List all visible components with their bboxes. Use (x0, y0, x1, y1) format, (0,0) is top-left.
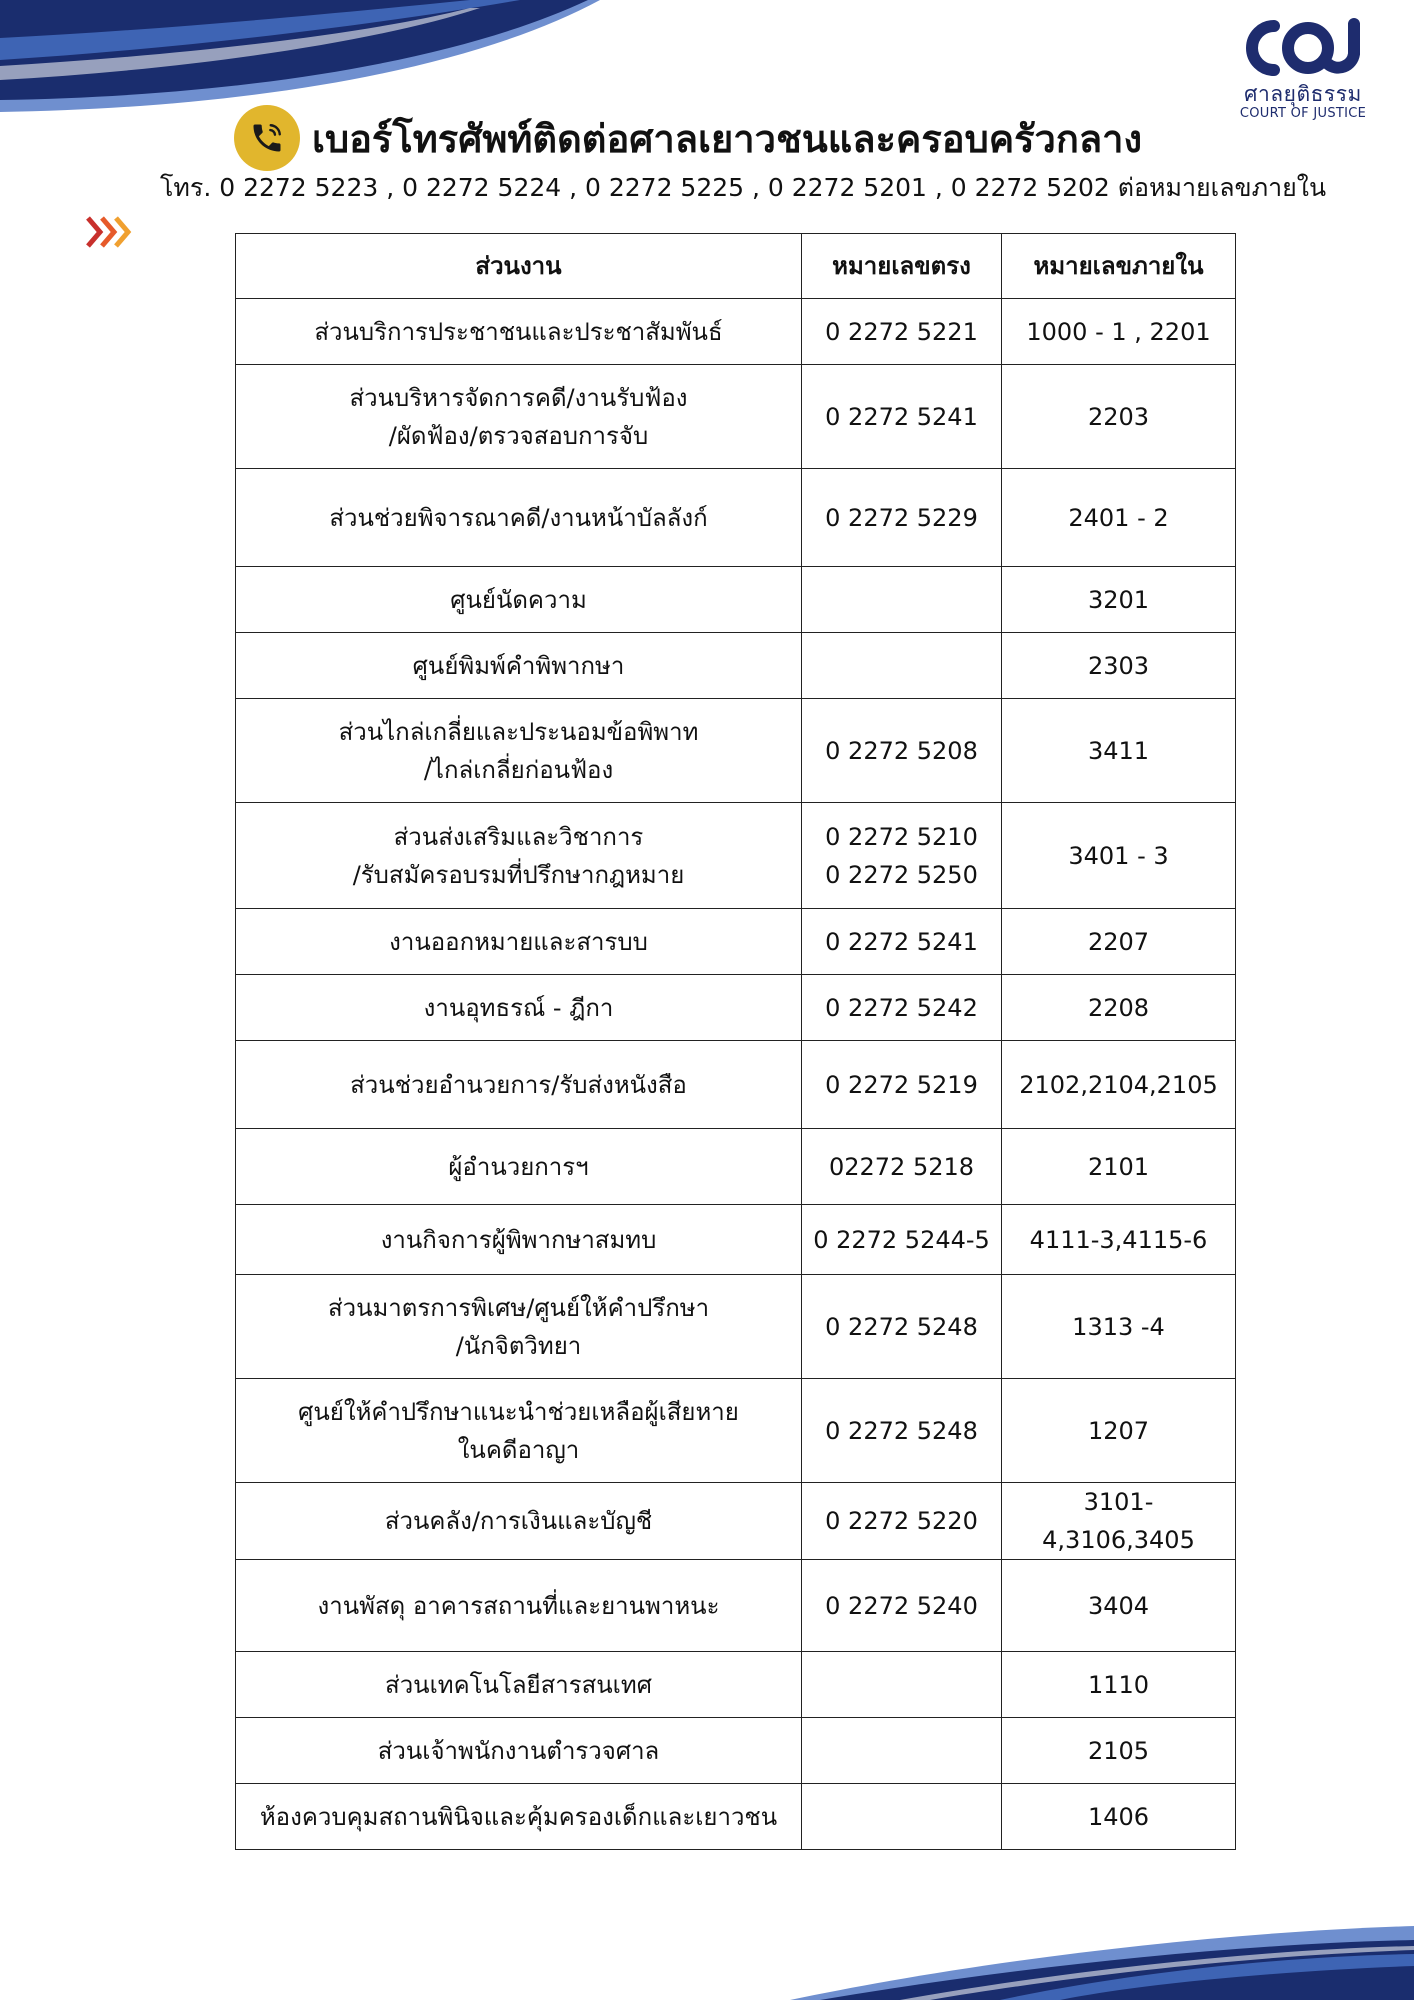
table-header-row (236, 234, 1236, 299)
table-row (236, 1379, 1236, 1483)
unit-cell (236, 633, 802, 699)
direct-number-cell (802, 365, 1002, 469)
table-row (236, 1275, 1236, 1379)
unit-cell (236, 909, 802, 975)
unit-cell (236, 299, 802, 365)
header-direct-number: หมายเลขตรง (802, 234, 1002, 299)
chevron-arrows-icon (86, 214, 146, 250)
direct-number: 0 2272 5229 (825, 503, 978, 532)
table-row (236, 633, 1236, 699)
extension-number: 2102,2104,2105 (1002, 1041, 1236, 1129)
table-row (236, 1652, 1236, 1718)
unit-name: ส่วนไกล่เกลี่ยและประนอมข้อพิพาท (338, 717, 699, 746)
table-row (236, 975, 1236, 1041)
extension-number: 1313 -4 (1002, 1275, 1236, 1379)
extension-number: 3404 (1002, 1560, 1236, 1652)
unit-name: งานอุทธรณ์ - ฎีกา (423, 993, 614, 1022)
unit-cell (236, 1560, 802, 1652)
table-row (236, 909, 1236, 975)
extension-number: 3401 - 3 (1002, 803, 1236, 909)
direct-number: 0 2272 5242 (825, 993, 978, 1022)
direct-number-cell (802, 1379, 1002, 1483)
extension-number: 2101 (1002, 1129, 1236, 1205)
unit-name: งานออกหมายและสารบบ (389, 927, 648, 956)
unit-cell (236, 1205, 802, 1275)
extension-number: 1000 - 1 , 2201 (1002, 299, 1236, 365)
direct-number-cell (802, 1784, 1002, 1850)
table-row (236, 1041, 1236, 1129)
unit-name: ส่วนช่วยพิจารณาคดี/งานหน้าบัลลังก์ (329, 503, 708, 532)
unit-name: ส่วนบริหารจัดการคดี/งานรับฟ้อง (349, 383, 688, 412)
unit-name: งานกิจการผู้พิพากษาสมทบ (380, 1225, 657, 1254)
unit-name: ผู้อำนวยการฯ (448, 1152, 589, 1181)
direct-number-cell (802, 469, 1002, 567)
table-row (236, 299, 1236, 365)
extension-number: 2203 (1002, 365, 1236, 469)
unit-name: ส่วนบริการประชาชนและประชาสัมพันธ์ (314, 317, 723, 346)
direct-number: 0 2272 5250 (825, 860, 978, 889)
table-row (236, 1560, 1236, 1652)
extension-number: 3201 (1002, 567, 1236, 633)
direct-number: 0 2272 5248 (825, 1416, 978, 1445)
direct-number-cell (802, 975, 1002, 1041)
direct-number: 0 2272 5244-5 (813, 1225, 990, 1254)
direct-number-cell (802, 633, 1002, 699)
unit-cell (236, 469, 802, 567)
direct-number: 0 2272 5221 (825, 317, 978, 346)
logo-thai-text: ศาลยุติธรรม (1244, 82, 1362, 106)
phone-icon (249, 120, 285, 156)
unit-name: ห้องควบคุมสถานพินิจและคุ้มครองเด็กและเยาวชน (259, 1802, 778, 1831)
unit-name: /รับสมัครอบรมที่ปรึกษากฎหมาย (352, 860, 685, 889)
coj-logo (1228, 18, 1378, 128)
unit-name: /นักจิตวิทยา (455, 1331, 582, 1360)
main-phone-numbers: โทร. 0 2272 5223 , 0 2272 5224 , 0 2272 5225 , 0 2272 5201 , 0 2272 5202 ต่อหมายเลขภายใน (160, 173, 1327, 202)
table-row (236, 699, 1236, 803)
direct-number-cell (802, 1205, 1002, 1275)
header-unit: ส่วนงาน (236, 234, 802, 299)
unit-cell (236, 1129, 802, 1205)
table-row (236, 1784, 1236, 1850)
unit-name: ศูนย์พิมพ์คำพิพากษา (412, 651, 625, 680)
page-title: เบอร์โทรศัพท์ติดต่อศาลเยาวชนและครอบครัวกลาง (312, 116, 1143, 161)
unit-name: ส่วนเจ้าพนักงานตำรวจศาล (377, 1736, 660, 1765)
table-row (236, 803, 1236, 909)
unit-cell (236, 1652, 802, 1718)
extension-number: 1406 (1002, 1784, 1236, 1850)
unit-name: ส่วนเทคโนโลยีสารสนเทศ (385, 1670, 652, 1699)
extension-number: 2207 (1002, 909, 1236, 975)
unit-name: ส่วนมาตรการพิเศษ/ศูนย์ให้คำปรึกษา (327, 1293, 710, 1322)
table-row (236, 1205, 1236, 1275)
direct-number-cell (802, 1483, 1002, 1560)
unit-name: /ไกล่เกลี่ยก่อนฟ้อง (423, 755, 614, 784)
phone-directory-table (235, 233, 1236, 1850)
direct-number: 0 2272 5208 (825, 736, 978, 765)
table-row (236, 567, 1236, 633)
unit-name: ในคดีอาญา (457, 1435, 580, 1464)
direct-number: 0 2272 5241 (825, 927, 978, 956)
phone-badge (234, 105, 300, 171)
unit-name: ส่วนช่วยอำนวยการ/รับส่งหนังสือ (350, 1070, 687, 1099)
extension-number: 3411 (1002, 699, 1236, 803)
unit-cell (236, 567, 802, 633)
direct-number-cell (802, 1129, 1002, 1205)
direct-number: 0 2272 5248 (825, 1312, 978, 1341)
unit-cell (236, 1379, 802, 1483)
direct-number-cell (802, 699, 1002, 803)
direct-number-cell (802, 1718, 1002, 1784)
extension-number: 4111-3,4115-6 (1002, 1205, 1236, 1275)
direct-number-cell (802, 803, 1002, 909)
coj-logo-mark-icon (1232, 18, 1372, 78)
direct-number-cell (802, 567, 1002, 633)
table-row (236, 469, 1236, 567)
extension-number: 2401 - 2 (1002, 469, 1236, 567)
table-row (236, 1483, 1236, 1560)
direct-number-cell (802, 1275, 1002, 1379)
direct-number: 0 2272 5219 (825, 1070, 978, 1099)
direct-number-cell (802, 299, 1002, 365)
table-row (236, 1718, 1236, 1784)
extension-number: 3101-4,3106,3405 (1002, 1483, 1236, 1560)
unit-cell (236, 1784, 802, 1850)
extension-number: 2208 (1002, 975, 1236, 1041)
unit-cell (236, 975, 802, 1041)
unit-name: /ผัดฟ้อง/ตรวจสอบการจับ (388, 421, 649, 450)
table-row (236, 365, 1236, 469)
unit-name: ส่วนส่งเสริมและวิชาการ (393, 822, 644, 851)
direct-number: 0 2272 5240 (825, 1591, 978, 1620)
unit-cell (236, 1041, 802, 1129)
direct-number: 0 2272 5241 (825, 402, 978, 431)
table-row (236, 1129, 1236, 1205)
unit-cell (236, 803, 802, 909)
direct-number: 0 2272 5220 (825, 1507, 978, 1535)
direct-number-cell (802, 1652, 1002, 1718)
unit-name: ส่วนคลัง/การเงินและบัญชี (384, 1507, 653, 1535)
unit-cell (236, 1483, 802, 1560)
unit-name: ศูนย์ให้คำปรึกษาแนะนำช่วยเหลือผู้เสียหาย (298, 1397, 739, 1426)
direct-number-cell (802, 1560, 1002, 1652)
unit-cell (236, 1275, 802, 1379)
unit-name: ศูนย์นัดความ (450, 585, 587, 614)
page-header (234, 104, 1214, 172)
direct-number-cell (802, 909, 1002, 975)
direct-number: 0 2272 5210 (825, 822, 978, 851)
extension-number: 2303 (1002, 633, 1236, 699)
unit-cell (236, 699, 802, 803)
direct-number: 02272 5218 (828, 1152, 975, 1181)
extension-number: 1207 (1002, 1379, 1236, 1483)
header-extension: หมายเลขภายใน (1002, 234, 1236, 299)
extension-number: 1110 (1002, 1652, 1236, 1718)
extension-number: 2105 (1002, 1718, 1236, 1784)
logo-english-text: COURT OF JUSTICE (1239, 106, 1367, 121)
unit-cell (236, 365, 802, 469)
direct-number-cell (802, 1041, 1002, 1129)
unit-cell (236, 1718, 802, 1784)
unit-name: งานพัสดุ อาคารสถานที่และยานพาหนะ (317, 1591, 720, 1620)
